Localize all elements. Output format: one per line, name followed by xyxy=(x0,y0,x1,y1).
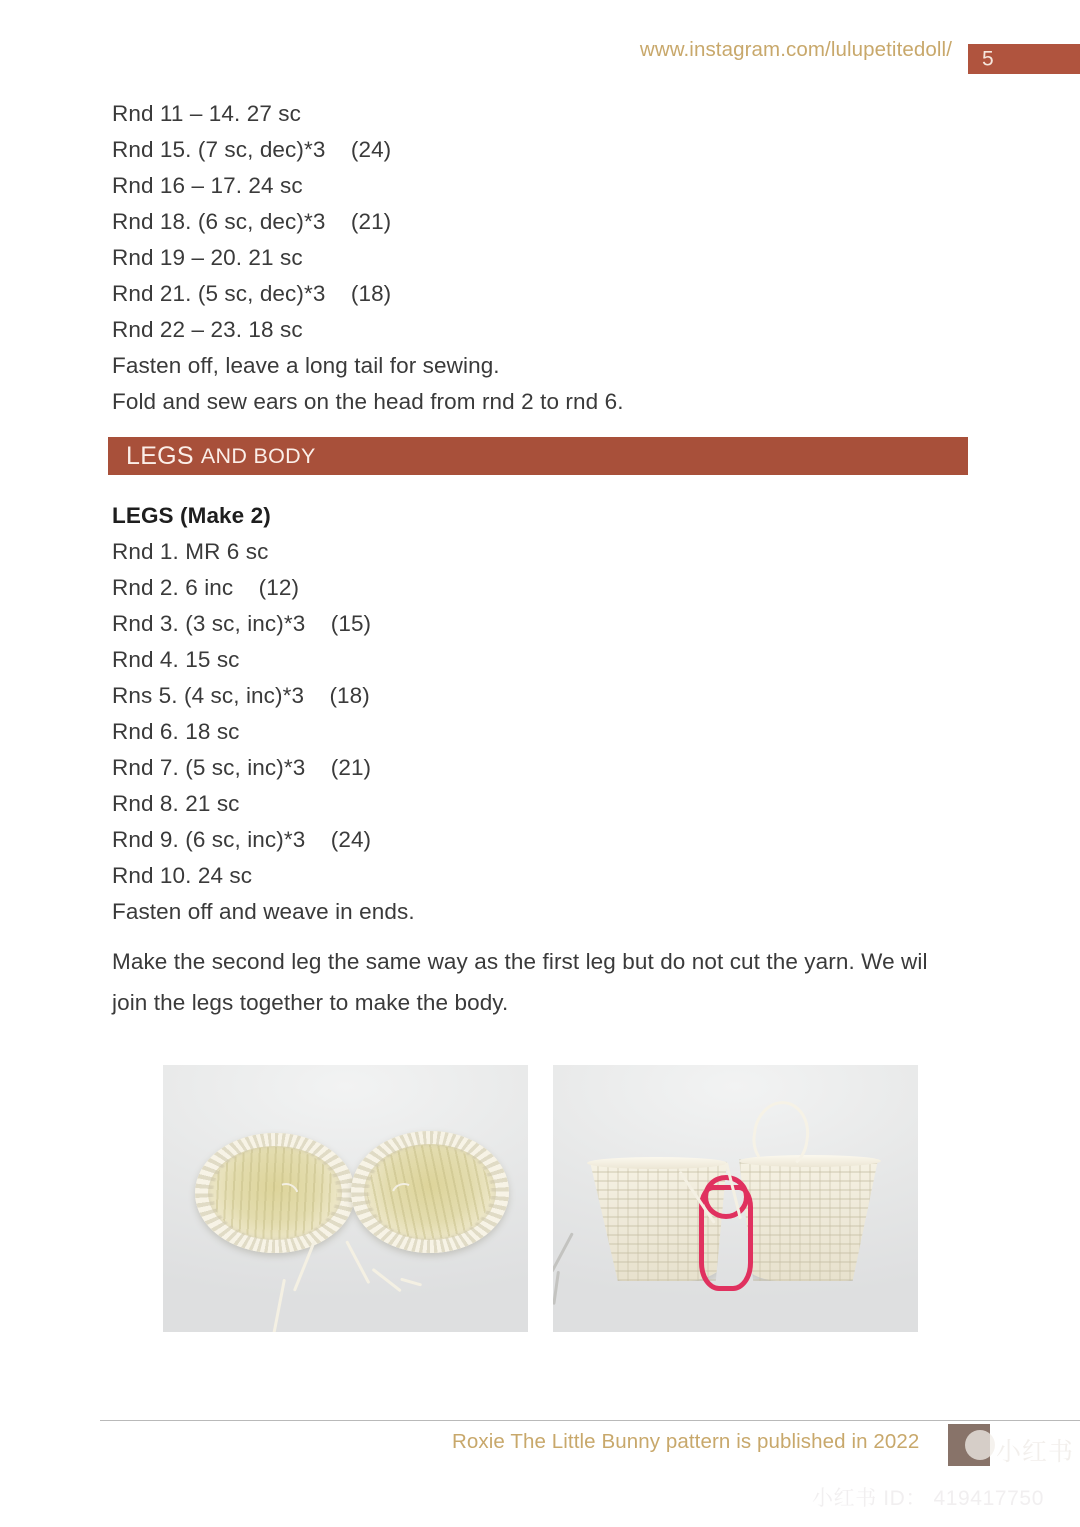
page-number-badge xyxy=(968,44,1080,74)
pattern-line: Rnd 7. (5 sc, inc)*3 (21) xyxy=(112,755,372,780)
pattern-line: Rnd 16 – 17. 24 sc xyxy=(112,173,303,198)
legs-heading: LEGS (Make 2) xyxy=(112,503,271,528)
section-header-legs-and-body xyxy=(108,437,968,475)
photo-joined-legs-with-stitch-marker xyxy=(553,1065,918,1332)
pattern-line: Rnd 22 – 23. 18 sc xyxy=(112,317,303,342)
pattern-line: Fasten off, leave a long tail for sewing. xyxy=(112,353,500,378)
pattern-line: Rns 5. (4 sc, inc)*3 (18) xyxy=(112,683,370,708)
pattern-line: Rnd 21. (5 sc, dec)*3 (18) xyxy=(112,281,392,306)
xiaohongshu-logo-icon xyxy=(948,1424,990,1466)
pattern-line: Rnd 19 – 20. 21 sc xyxy=(112,245,303,270)
watermark-user-id: 小红书 ID： 419417750 xyxy=(812,1487,1044,1510)
pattern-line: Rnd 11 – 14. 27 sc xyxy=(112,101,302,126)
footer-copyright: Roxie The Little Bunny pattern is published in 2022 xyxy=(452,1430,920,1453)
page-number: 5 xyxy=(982,47,994,71)
xiaohongshu-logo-label: 小红书 xyxy=(996,1438,1075,1466)
pattern-line: Rnd 18. (6 sc, dec)*3 (21) xyxy=(112,209,392,234)
pattern-line: Rnd 6. 18 sc xyxy=(112,719,240,744)
section-title-sub: AND BODY xyxy=(200,443,316,468)
footer-divider xyxy=(100,1420,1080,1421)
section-title-main: LEGS xyxy=(126,441,194,470)
pattern-line: Rnd 4. 15 sc xyxy=(112,647,240,672)
photo-two-crochet-legs-top-view xyxy=(163,1065,528,1332)
pattern-line: Rnd 8. 21 sc xyxy=(112,791,240,816)
pattern-line: Rnd 15. (7 sc, dec)*3 (24) xyxy=(112,137,392,162)
pattern-line: Rnd 3. (3 sc, inc)*3 (15) xyxy=(112,611,372,636)
document-body xyxy=(112,96,972,420)
pattern-line: Rnd 9. (6 sc, inc)*3 (24) xyxy=(112,827,372,852)
ears-instructions-block xyxy=(112,96,972,420)
pattern-line: Fasten off and weave in ends. xyxy=(112,899,415,924)
instagram-url: www.instagram.com/lulupetitedoll/ xyxy=(639,38,952,61)
legs-instructions-block xyxy=(112,498,972,1023)
pattern-line: Rnd 1. MR 6 sc xyxy=(112,539,269,564)
pattern-line: Rnd 10. 24 sc xyxy=(112,863,253,888)
legs-join-paragraph: Make the second leg the same way as the first leg but do not cut the yarn. We wil join the legs together to make the body. xyxy=(112,949,928,1015)
pattern-line: Rnd 2. 6 inc (12) xyxy=(112,575,300,600)
pattern-line: Fold and sew ears on the head from rnd 2 to rnd 6. xyxy=(112,389,624,414)
page-header xyxy=(0,0,1080,92)
